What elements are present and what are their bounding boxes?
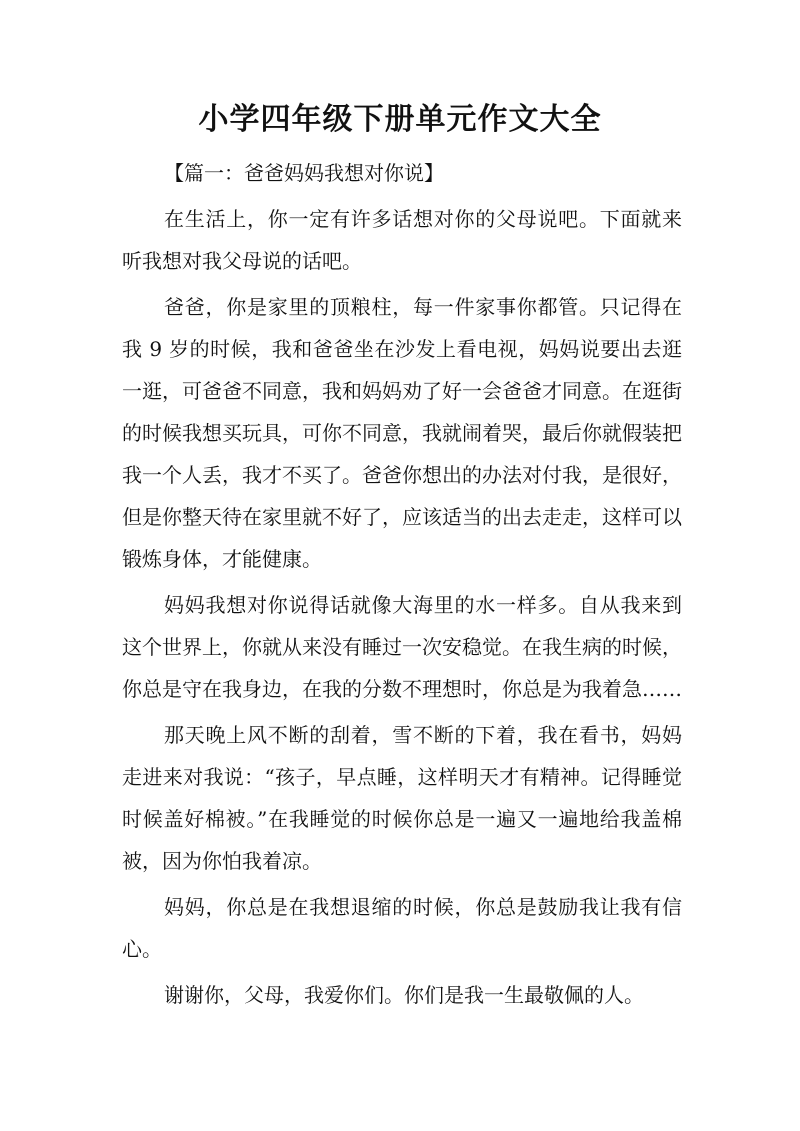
document-body (122, 152, 682, 1020)
paragraph: 妈妈，你总是在我想退缩的时候，你总是鼓励我让我有信心。 (122, 895, 682, 961)
paragraph: 爸爸，你是家里的顶粮柱，每一件家事你都管。只记得在我 9 岁的时候，我和爸爸坐在沙发上看电视，妈妈说要出去逛一逛，可爸爸不同意，我和妈妈劝了好一会爸爸才同意。在逛街的时候我想买玩具，可你不同意，我就闹着哭，最后你就假装把我一个人丢，我才不买了。爸爸你想出的办法对付我，是很好，但是你整天待在家里就不好了，应该适当的出去走走，这样可以锻炼身体，才能健康。 (122, 295, 682, 571)
section-heading: 【篇一：爸爸妈妈我想对你说】 (164, 161, 444, 185)
paragraph: 在生活上，你一定有许多话想对你的父母说吧。下面就来听我想对我父母说的话吧。 (122, 207, 682, 273)
document-title: 小学四年级下册单元作文大全 (198, 102, 602, 137)
paragraph: 妈妈我想对你说得话就像大海里的水一样多。自从我来到这个世界上，你就从来没有睡过一次安稳觉。在我生病的时候，你总是守在我身边，在我的分数不理想时，你总是为我着急…… (122, 593, 682, 701)
paragraph: 那天晚上风不断的刮着，雪不断的下着，我在看书，妈妈走进来对我说：“孩子，早点睡，这样明天才有精神。记得睡觉时候盖好棉被。”在我睡觉的时候你总是一遍又一遍地给我盖棉被，因为你怕我着凉。 (122, 723, 682, 873)
paragraph: 谢谢你，父母，我爱你们。你们是我一生最敬佩的人。 (164, 983, 644, 1007)
